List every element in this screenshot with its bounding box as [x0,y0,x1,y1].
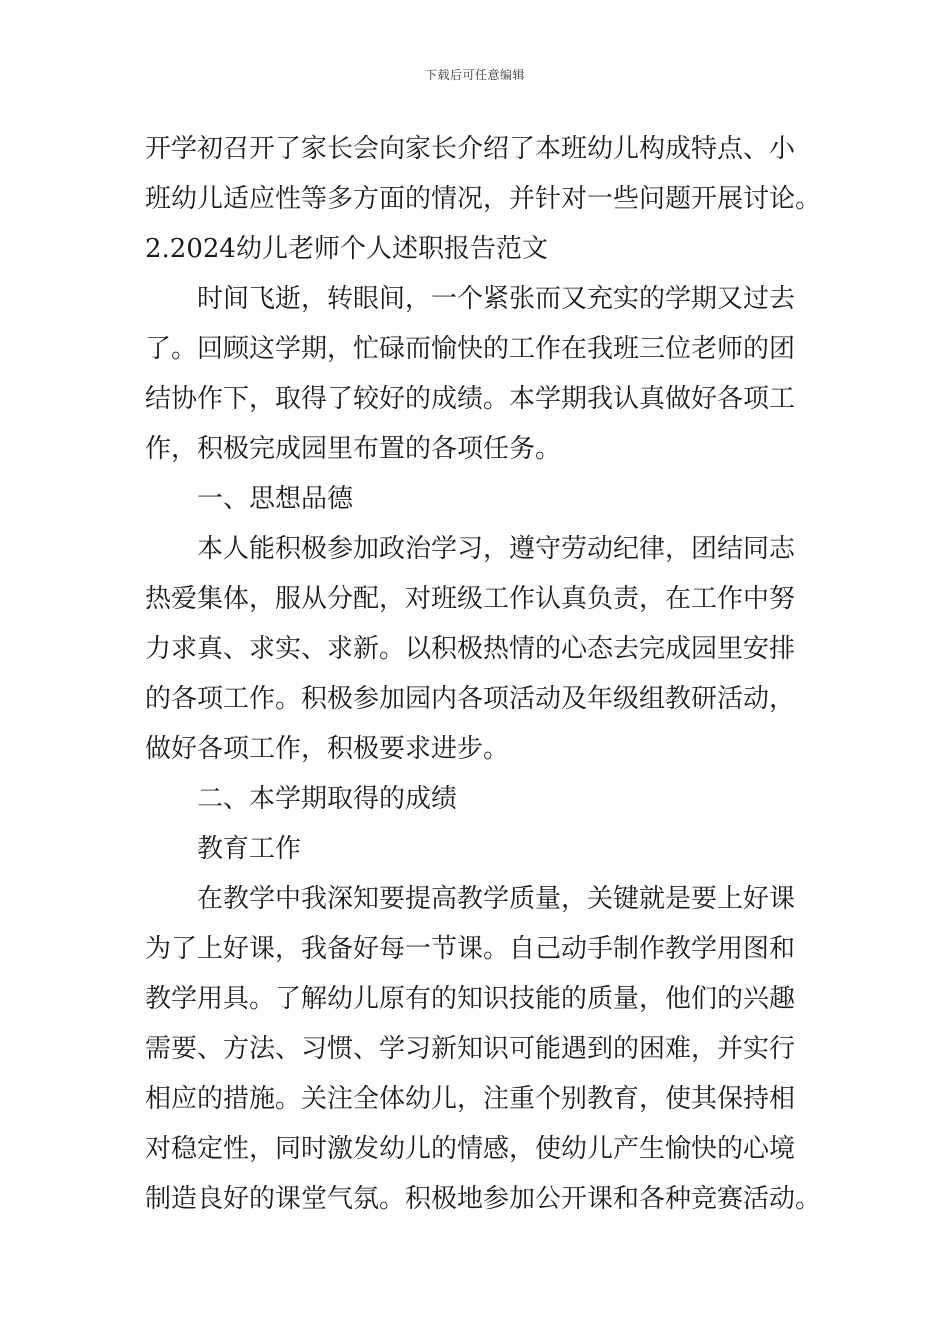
text-line: 教学用具。了解幼儿原有的知识技能的质量，他们的兴趣 [145,984,796,1014]
text-line: 需要、方法、习惯、学习新知识可能遇到的困难，并实行 [145,1034,796,1064]
text-line: 开学初召开了家长会向家长介绍了本班幼儿构成特点、小 [145,134,796,164]
text-line: 了。回顾这学期，忙碌而愉快的工作在我班三位老师的团 [145,334,796,364]
page-header: 下载后可任意编辑 [424,68,525,82]
text-line: 相应的措施。关注全体幼儿，注重个别教育，使其保持相 [145,1084,796,1114]
paragraph-start: 时间飞逝，转眼间，一个紧张而又充实的学期又过去 [197,284,796,314]
text-line: 为了上好课，我备好每一节课。自己动手制作教学用图和 [145,934,796,964]
text-line: 结协作下，取得了较好的成绩。本学期我认真做好各项工 [145,384,796,414]
text-line: 热爱集体，服从分配，对班级工作认真负责，在工作中努 [145,584,796,614]
text-line: 力求真、求实、求新。以积极热情的心态去完成园里安排 [145,634,796,664]
text-line: 制造良好的课堂气氛。积极地参加公开课和各种竞赛活动。 [145,1184,822,1214]
subsection-heading: 教育工作 [197,834,302,864]
text-line: 班幼儿适应性等多方面的情况，并针对一些问题开展讨论。 [145,184,822,214]
section-heading: 2.2024幼儿老师个人述职报告范文 [145,234,548,264]
paragraph-start: 本人能积极参加政治学习，遵守劳动纪律，团结同志 [197,534,796,564]
subsection-heading: 二、本学期取得的成绩 [197,784,458,814]
paragraph-start: 在教学中我深知要提高教学质量，关键就是要上好课 [197,884,796,914]
text-line: 做好各项工作，积极要求进步。 [145,734,510,764]
text-line: 对稳定性，同时激发幼儿的情感，使幼儿产生愉快的心境 [145,1134,796,1164]
text-line: 作，积极完成园里布置的各项任务。 [145,434,562,464]
text-line: 的各项工作。积极参加园内各项活动及年级组教研活动， [145,684,796,714]
document-body [145,124,822,1224]
subsection-heading: 一、思想品德 [197,484,354,514]
